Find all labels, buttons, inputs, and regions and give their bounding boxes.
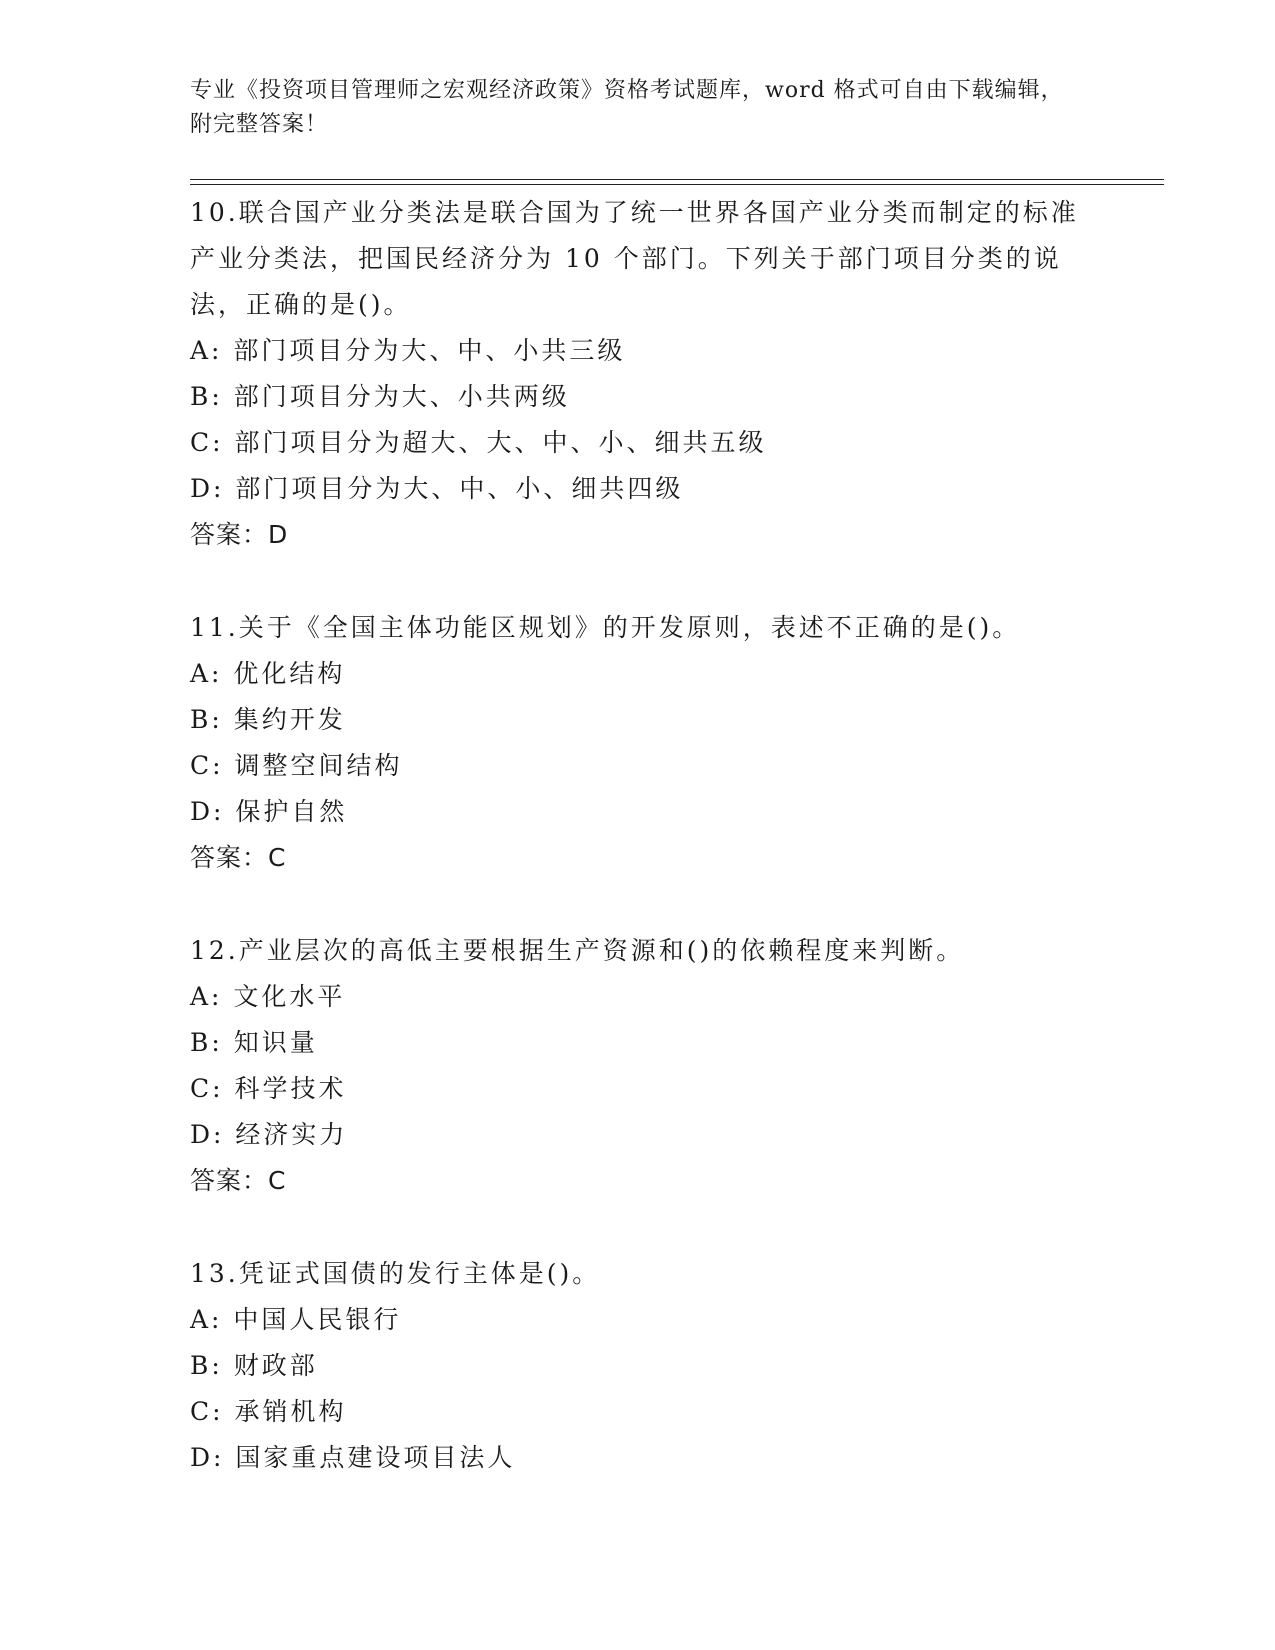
option-a: A: 文化水平 xyxy=(190,982,346,1011)
option-b: B: 财政部 xyxy=(190,1351,318,1380)
option-c: C: 科学技术 xyxy=(190,1074,347,1103)
question-spacer xyxy=(190,1204,1090,1251)
option-d: D: 经济实力 xyxy=(190,1120,348,1149)
option-a: A: 部门项目分为大、中、小共三级 xyxy=(190,336,626,365)
question-stem: 13.凭证式国债的发行主体是()。 xyxy=(190,1259,601,1288)
header-divider-top xyxy=(190,179,1164,180)
option-c: C: 调整空间结构 xyxy=(190,751,403,780)
document-header: 专业《投资项目管理师之宏观经济政策》资格考试题库，word 格式可自由下载编辑，附完整答案！ xyxy=(190,78,1064,137)
option-b: B: 部门项目分为大、小共两级 xyxy=(190,382,570,411)
option-b: B: 知识量 xyxy=(190,1028,318,1057)
question-stem: 11.关于《全国主体功能区规划》的开发原则，表述不正确的是()。 xyxy=(190,613,1021,642)
option-d: D: 国家重点建设项目法人 xyxy=(190,1443,516,1472)
header-divider-bottom xyxy=(190,184,1164,185)
option-c: C: 承销机构 xyxy=(190,1397,347,1426)
option-c: C: 部门项目分为超大、大、中、小、细共五级 xyxy=(190,428,767,457)
question-list xyxy=(190,190,1090,1481)
question-stem: 12.产业层次的高低主要根据生产资源和()的依赖程度来判断。 xyxy=(190,936,965,965)
answer-line: 答案：C xyxy=(190,1166,287,1195)
option-d: D: 保护自然 xyxy=(190,797,348,826)
answer-line: 答案：C xyxy=(190,843,287,872)
option-b: B: 集约开发 xyxy=(190,705,346,734)
question-spacer xyxy=(190,558,1090,605)
option-d: D: 部门项目分为大、中、小、细共四级 xyxy=(190,474,684,503)
question-stem: 10.联合国产业分类法是联合国为了统一世界各国产业分类而制定的标准产业分类法，把国民经济分为 10 个部门。下列关于部门项目分类的说法，正确的是()。 xyxy=(190,198,1079,319)
question-13 xyxy=(190,1251,1090,1481)
question-11 xyxy=(190,605,1090,928)
option-a: A: 优化结构 xyxy=(190,659,346,688)
question-10 xyxy=(190,190,1090,605)
answer-line: 答案：D xyxy=(190,520,289,549)
option-a: A: 中国人民银行 xyxy=(190,1305,402,1334)
question-12 xyxy=(190,928,1090,1251)
question-spacer xyxy=(190,881,1090,928)
